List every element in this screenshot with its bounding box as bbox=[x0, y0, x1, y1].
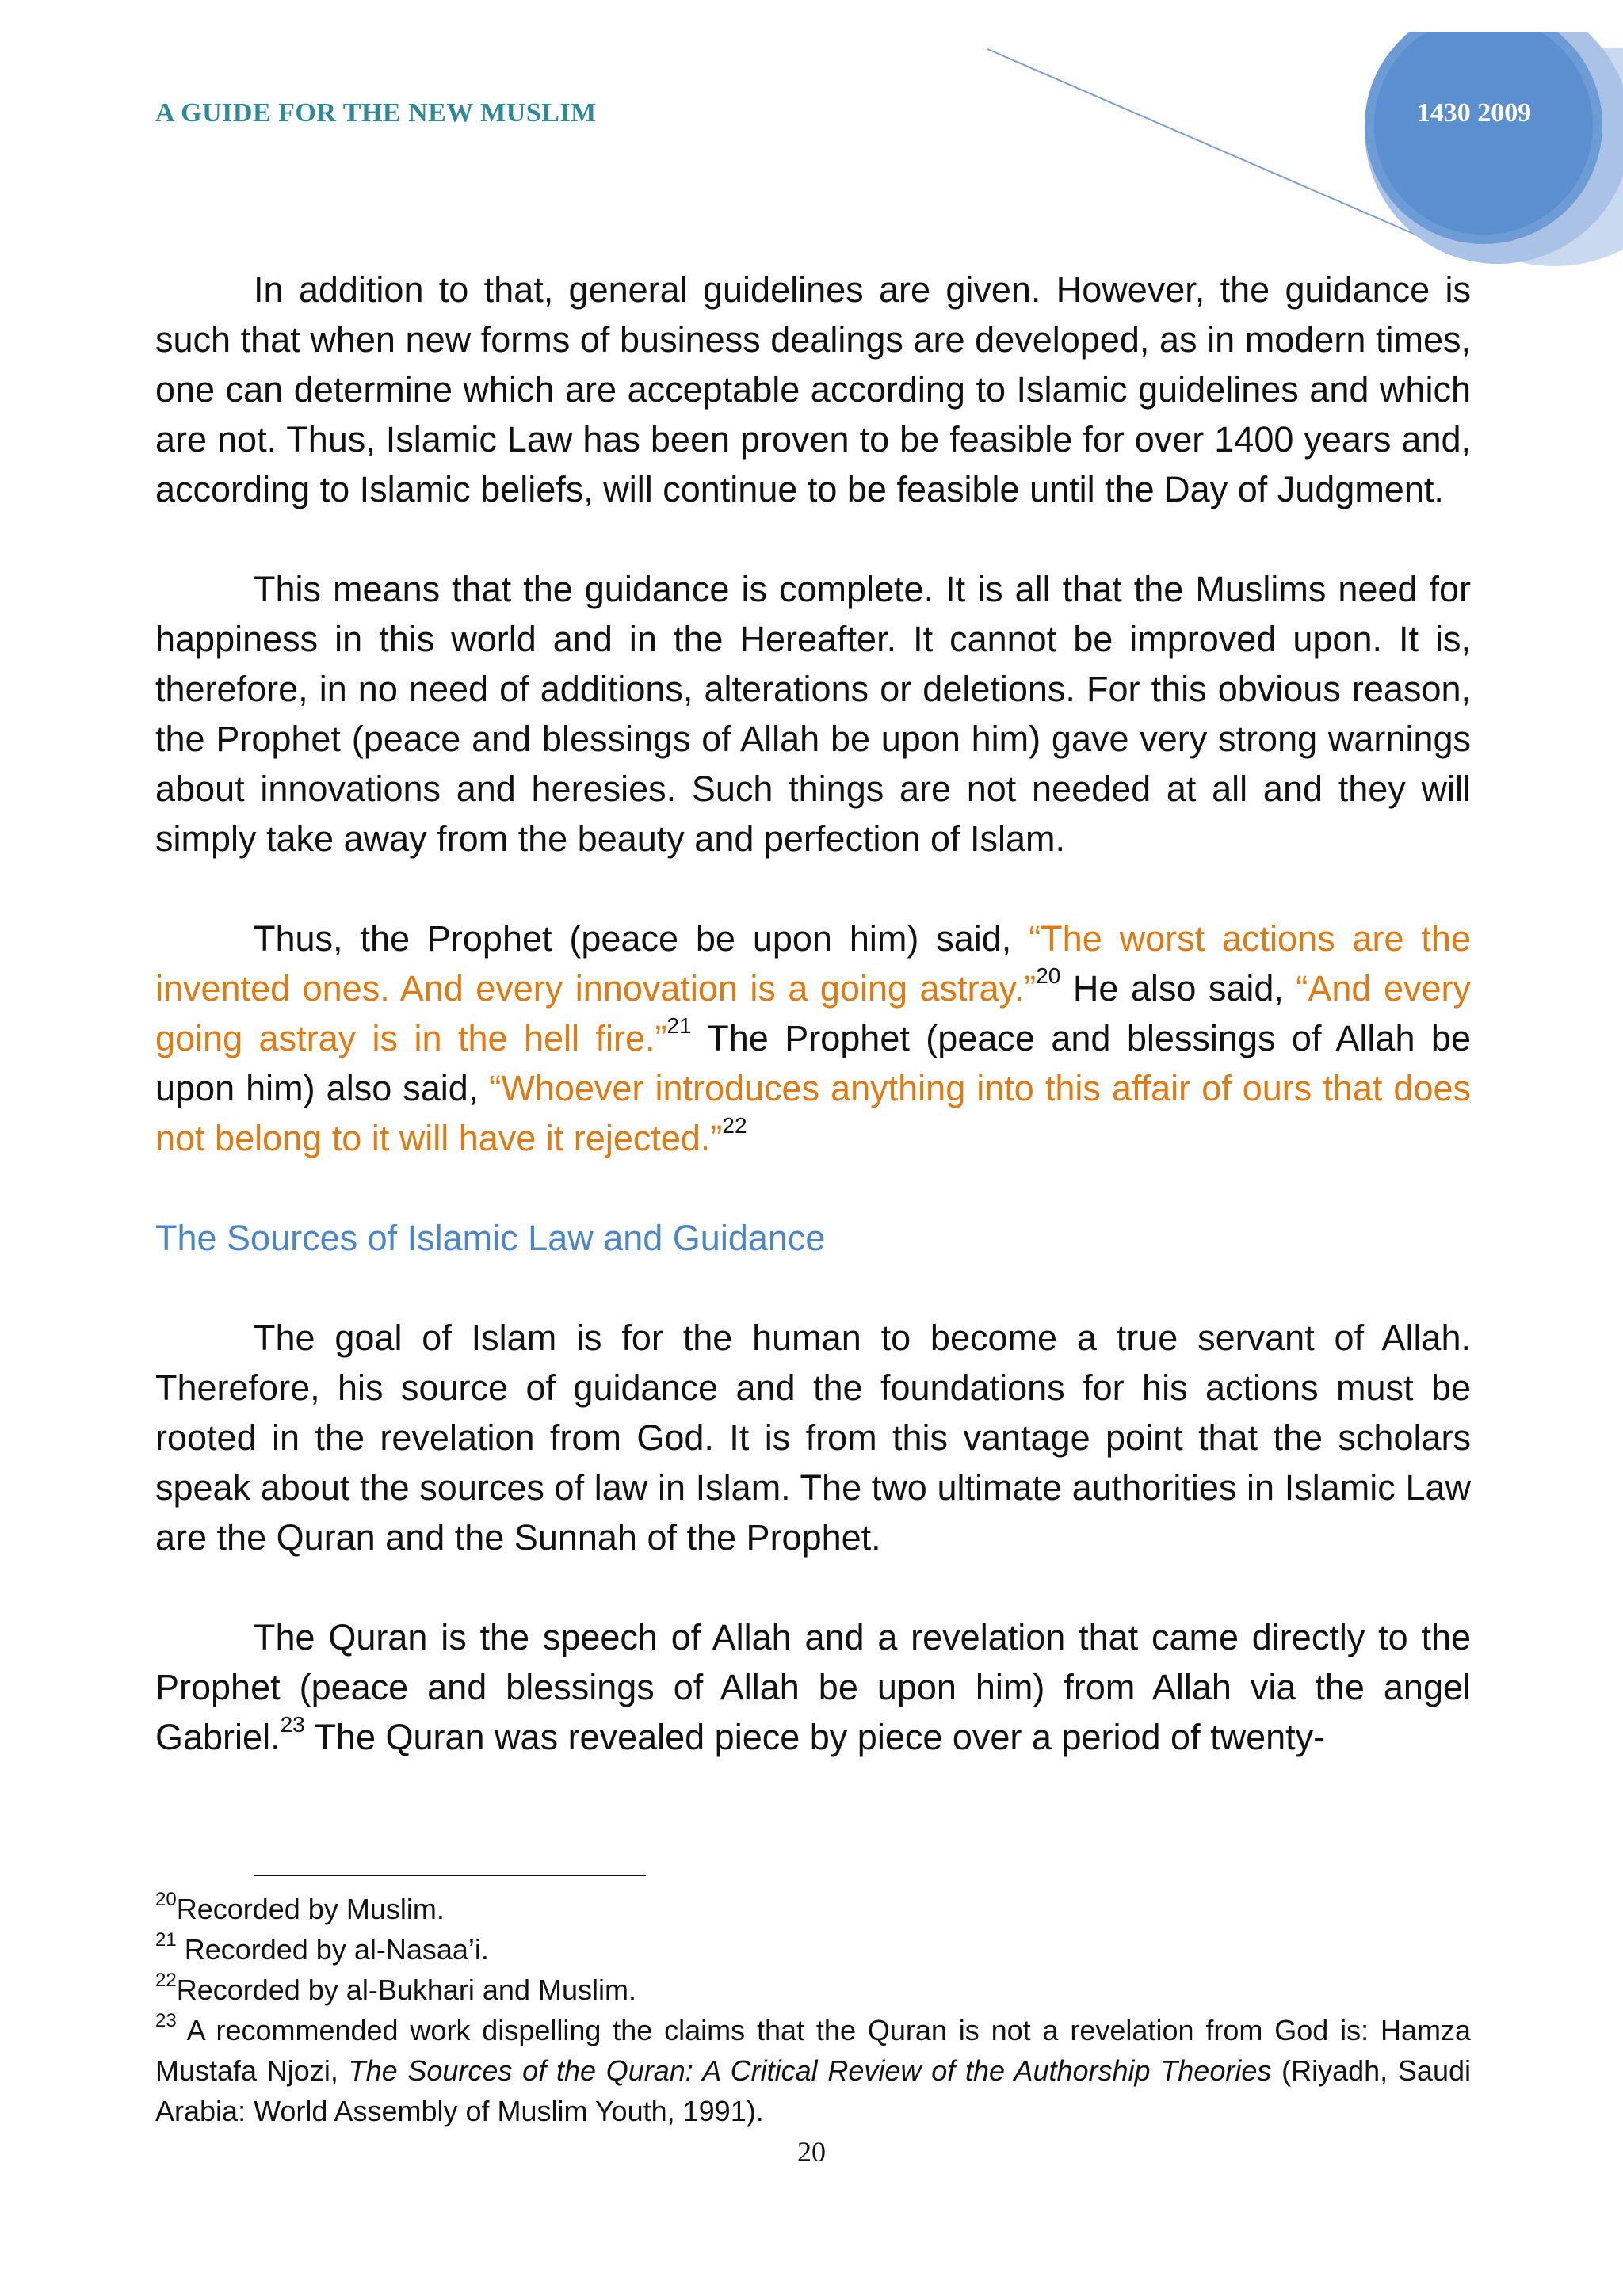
footnotes bbox=[155, 1889, 1471, 2131]
paragraph bbox=[155, 1612, 1471, 1762]
paragraph: This means that the guidance is complete. It is all that the Muslims need for happiness in this world and in the Hereafter. It cannot be improved upon. It is, therefore, in no need of additions, alterations or deletions. For this obvious reason, the Prophet (peace and blessings of Allah be upon him) gave very strong warnings about innovations and heresies. Such things are not needed at all and they will simply take away from the beauty and perfection of Islam. bbox=[155, 569, 1471, 859]
paragraph: The goal of Islam is for the human to become a true servant of Allah. Therefore, his source of guidance and the foundations for his actions must be rooted in the revelation from God. It is from this vantage point that the scholars speak about the sources of law in Islam. The two ultimate authorities in Islamic Law are the Quran and the Sunnah of the Prophet. bbox=[155, 1318, 1471, 1558]
page-number: 20 bbox=[797, 2136, 826, 2168]
text: The Quran was revealed piece by piece over a period of twenty- bbox=[304, 1717, 1326, 1757]
year-label: 1430 2009 bbox=[1416, 98, 1532, 128]
paragraph-quotes bbox=[155, 913, 1471, 1163]
footnote-text: Recorded by Muslim. bbox=[176, 1893, 445, 1925]
footnote-text: Recorded by al-Bukhari and Muslim. bbox=[176, 1974, 636, 2006]
footnote-number: 20 bbox=[155, 1889, 177, 1910]
footnote-number: 23 bbox=[155, 2010, 177, 2031]
footnote-ref: 20 bbox=[1036, 963, 1061, 988]
header-decoration bbox=[951, 32, 1623, 269]
book-title: The Sources of the Quran: A Critical Review of the Authorship Theories bbox=[348, 2054, 1272, 2087]
hadith-quote: “And every going astray is in the hell fire.” bbox=[155, 968, 1471, 1058]
footnote-ref: 21 bbox=[666, 1013, 692, 1038]
footnote-number: 22 bbox=[155, 1970, 177, 1991]
running-title: A GUIDE FOR THE NEW MUSLIM bbox=[155, 98, 597, 128]
hadith-quote: “Whoever introduces anything into this affair of ours that does not belong to it will have it rejected.” bbox=[155, 1068, 1472, 1158]
text: The Quran is the speech of Allah and a revelation that came directly to the Prophet (peace and blessings of Allah be upon him) from Allah via the angel Gabriel. bbox=[155, 1617, 1471, 1757]
text: Thus, the Prophet (peace be upon him) said, bbox=[254, 918, 1029, 959]
footnote bbox=[155, 1889, 1471, 1929]
footnote bbox=[155, 1929, 1471, 1970]
footnote bbox=[155, 2010, 1471, 2131]
section-heading: The Sources of Islamic Law and Guidance bbox=[155, 1218, 826, 1258]
footnote-ref: 23 bbox=[280, 1712, 305, 1737]
body-text bbox=[155, 265, 1471, 1812]
footnote-separator bbox=[254, 1875, 646, 1876]
footnote-ref: 22 bbox=[722, 1113, 747, 1138]
footnote-text: (Riyadh, Saudi Arabia: World Assembly of Muslim Youth, 1991). bbox=[155, 2054, 1471, 2127]
decorative-line bbox=[987, 49, 1426, 239]
text: He also said, bbox=[1060, 968, 1296, 1009]
footnote-number: 21 bbox=[155, 1929, 177, 1951]
footnote-text: A recommended work dispelling the claims that the Quran is not a revelation from God is: Hamza Mustafa Njozi, bbox=[155, 2014, 1471, 2087]
paragraph: In addition to that, general guidelines are given. However, the guidance is such that when new forms of business dealings are developed, as in modern times, one can determine which are acceptable according to Islamic guidelines and which are not. Thus, Islamic Law has been proven to be feasible for over 1400 years and, according to Islamic beliefs, will continue to be feasible until the Day of Judgment. bbox=[155, 269, 1471, 509]
text: The Prophet (peace and blessings of Allah be upon him) also said, bbox=[155, 1018, 1471, 1108]
footnote bbox=[155, 1970, 1471, 2010]
footnote-text: Recorded by al-Nasaa’i. bbox=[176, 1933, 489, 1966]
hadith-quote: “The worst actions are the invented ones. And every innovation is a going astray.” bbox=[155, 918, 1471, 1009]
